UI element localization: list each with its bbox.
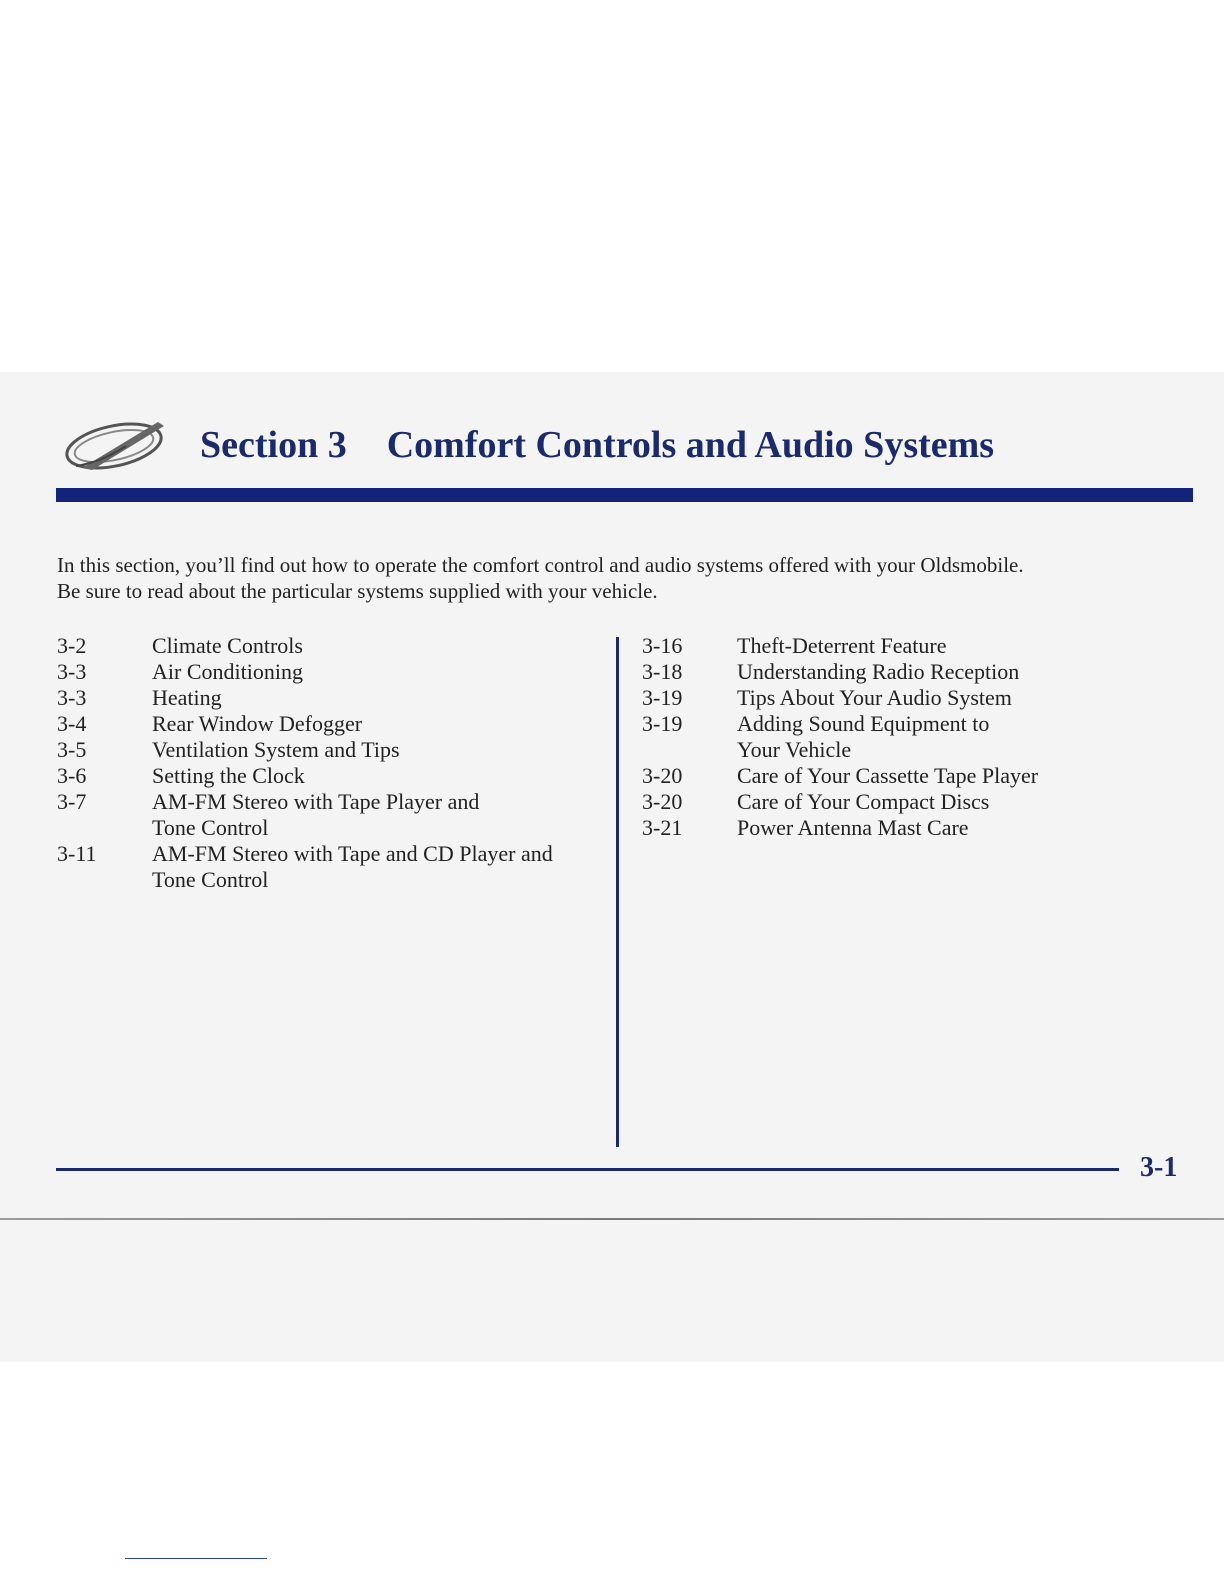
toc-entry-title-line: Your Vehicle: [737, 737, 852, 762]
toc-entry[interactable]: [57, 789, 607, 841]
toc-entry[interactable]: [57, 685, 607, 711]
oldsmobile-logo-icon: [62, 416, 174, 474]
intro-line: In this section, you’ll find out how to operate the comfort control and audio systems offered with your Oldsmobile.: [57, 553, 1024, 577]
intro-line: Be sure to read about the particular systems supplied with your vehicle.: [57, 579, 658, 603]
toc-entry[interactable]: [642, 633, 1162, 659]
toc-entry-title: Theft-Deterrent Feature: [737, 633, 947, 658]
toc-entry[interactable]: [642, 685, 1162, 711]
link-underline[interactable]: [125, 1558, 267, 1559]
toc-page-number: 3-20: [642, 789, 683, 814]
toc-page-number: 3-18: [642, 659, 683, 684]
toc-entry-title: [152, 841, 607, 893]
section-header: [62, 410, 994, 480]
toc-entry-title: Care of Your Cassette Tape Player: [737, 763, 1039, 788]
toc-entry-title: Rear Window Defogger: [152, 711, 363, 736]
toc-entry-title: Understanding Radio Reception: [737, 659, 1020, 684]
toc-entry-title: Power Antenna Mast Care: [737, 815, 969, 840]
toc-page-number: 3-11: [57, 841, 97, 866]
toc-entry-title-line: Tone Control: [152, 815, 269, 840]
toc-entry-title: Heating: [152, 685, 222, 710]
toc-entry[interactable]: [57, 711, 607, 737]
toc-right-column: [642, 633, 1162, 841]
toc-page-number: 3-20: [642, 763, 683, 788]
page-number: 3-1: [1140, 1152, 1178, 1183]
toc-entry-title-line: Adding Sound Equipment to: [737, 711, 990, 736]
header-rule: [56, 488, 1193, 502]
toc-page-number: 3-6: [57, 763, 87, 788]
toc-page-number: 3-16: [642, 633, 683, 658]
toc-entry[interactable]: [57, 737, 607, 763]
toc-entry[interactable]: [57, 633, 607, 659]
page-bottom-divider: [0, 1218, 1224, 1220]
column-divider: [616, 637, 619, 1147]
toc-entry[interactable]: [642, 815, 1162, 841]
toc-entry-title: Ventilation System and Tips: [152, 737, 400, 762]
toc-entry[interactable]: [57, 763, 607, 789]
toc-entry[interactable]: [57, 841, 607, 893]
toc-entry-title-line: AM-FM Stereo with Tape Player and: [152, 789, 480, 814]
toc-page-number: 3-7: [57, 789, 87, 814]
toc-entry-title-line: Tone Control: [152, 867, 269, 892]
toc-entry-title: Tips About Your Audio System: [737, 685, 1012, 710]
toc-page-number: 3-21: [642, 815, 683, 840]
toc-entry[interactable]: [642, 789, 1162, 815]
toc-page-number: 3-2: [57, 633, 87, 658]
intro-paragraph: [57, 552, 1177, 604]
toc-entry-title: Air Conditioning: [152, 659, 303, 684]
toc-left-column: [57, 633, 607, 893]
footer-rule: [56, 1168, 1119, 1171]
toc-entry-title: Setting the Clock: [152, 763, 305, 788]
toc-entry-title: Care of Your Compact Discs: [737, 789, 990, 814]
toc-page-number: 3-3: [57, 685, 87, 710]
toc-page-number: 3-4: [57, 711, 87, 736]
toc-entry-title: [737, 711, 1162, 763]
toc-entry[interactable]: [57, 659, 607, 685]
section-title: Comfort Controls and Audio Systems: [386, 424, 995, 466]
toc-entry-title: [152, 789, 607, 841]
section-label: Section 3: [200, 424, 347, 466]
toc-entry[interactable]: [642, 711, 1162, 763]
toc-entry[interactable]: [642, 659, 1162, 685]
toc-entry[interactable]: [642, 763, 1162, 789]
toc-page-number: 3-5: [57, 737, 87, 762]
toc-page-number: 3-3: [57, 659, 87, 684]
toc-entry-title-line: AM-FM Stereo with Tape and CD Player and: [152, 841, 553, 866]
toc-page-number: 3-19: [642, 711, 683, 736]
toc-entry-title: Climate Controls: [152, 633, 303, 658]
toc-page-number: 3-19: [642, 685, 683, 710]
